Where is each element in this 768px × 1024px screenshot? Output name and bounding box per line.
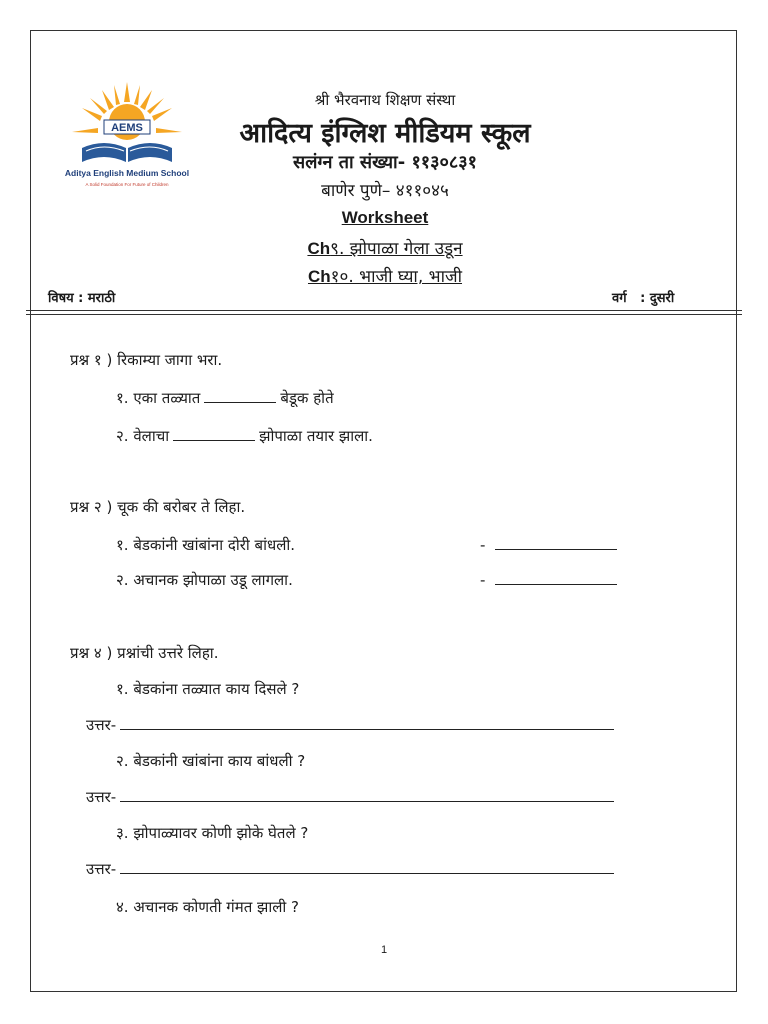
school-address: बाणेर पुणे– ४११०४५ xyxy=(321,181,449,201)
affiliation-number: सलंग्न ता संख्या- ११३०८३१ xyxy=(293,152,477,173)
school-name: आदित्य इंग्लिश मीडियम स्कूल xyxy=(239,118,531,149)
question-1-item: १. एका तळ्यात बेडूक होते xyxy=(116,389,334,407)
question-4-item: २. बेडकांनी खांबांना काय बांधली ? xyxy=(116,752,306,770)
chapter-2-title: Ch१०. भाजी घ्या, भाजी xyxy=(307,267,463,287)
answer-blank[interactable] xyxy=(120,715,614,730)
answer-blank-row: - xyxy=(480,570,621,589)
answer-line: उत्तर- xyxy=(86,859,618,879)
question-4-item: ३. झोपाळ्यावर कोणी झोके घेतले ? xyxy=(116,824,309,842)
fill-blank[interactable] xyxy=(204,388,276,403)
logo-abbr: AEMS xyxy=(111,122,143,134)
grade-label: वर्ग : दुसरी xyxy=(612,291,675,306)
question-4-title: प्रश्न ४ ) प्रश्नांची उत्तरे लिहा. xyxy=(70,644,219,662)
open-book-icon xyxy=(82,143,172,162)
question-2-item: १. बेडकांनी खांबांना दोरी बांधली. xyxy=(116,536,296,554)
subject-label: विषय : मराठी xyxy=(48,291,116,306)
question-2-title: प्रश्न २ ) चूक की बरोबर ते लिहा. xyxy=(70,498,246,516)
fill-blank[interactable] xyxy=(173,426,255,441)
society-name: श्री भैरवनाथ शिक्षण संस्था xyxy=(314,91,456,109)
answer-blank-row: - xyxy=(480,535,621,554)
header-divider xyxy=(26,310,742,311)
header-divider xyxy=(26,314,742,315)
answer-blank[interactable] xyxy=(120,787,614,802)
chapter-1-title: Ch९. झोपाळा गेला उडून xyxy=(307,239,463,259)
answer-line: उत्तर- xyxy=(86,787,618,807)
page-number: 1 xyxy=(380,944,388,956)
logo-school-name: Aditya English Medium School xyxy=(64,168,190,178)
worksheet-title: Worksheet xyxy=(341,208,429,227)
question-4-item: ४. अचानक कोणती गंमत झाली ? xyxy=(116,898,300,916)
answer-blank[interactable] xyxy=(495,570,617,585)
answer-blank[interactable] xyxy=(495,535,617,550)
question-2-item: २. अचानक झोपाळा उडू लागला. xyxy=(116,571,293,589)
answer-blank[interactable] xyxy=(120,859,614,874)
question-1-item: २. वेलाचा झोपाळा तयार झाला. xyxy=(116,427,373,445)
logo-tagline: A Solid Foundation For Future of Children xyxy=(85,182,169,187)
question-1-title: प्रश्न १ ) रिकाम्या जागा भरा. xyxy=(70,351,223,369)
answer-line: उत्तर- xyxy=(86,715,618,735)
question-4-item: १. बेडकांना तळ्यात काय दिसले ? xyxy=(116,680,300,698)
